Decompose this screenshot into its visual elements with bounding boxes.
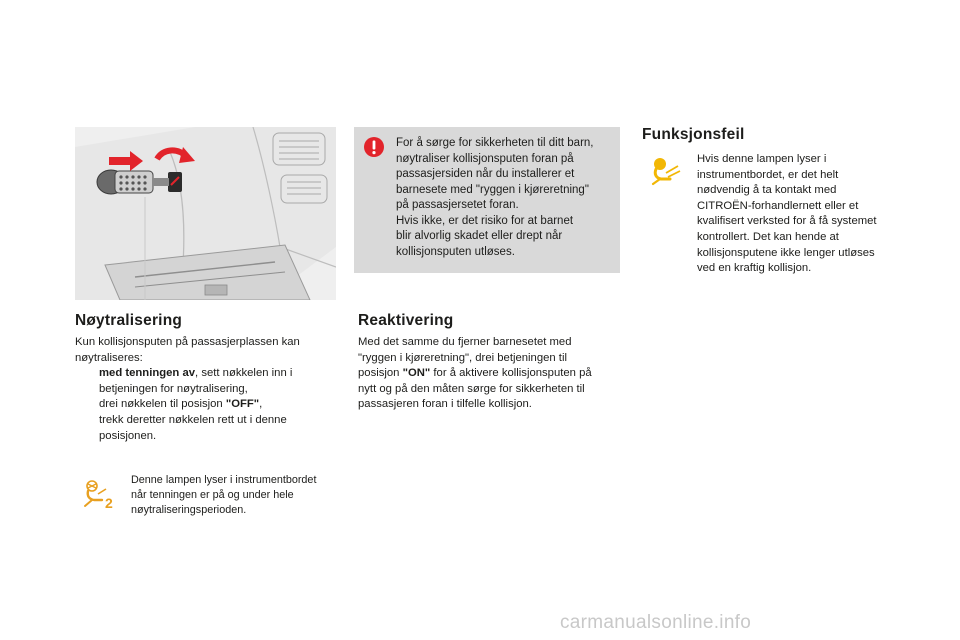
malfunction-heading: Funksjonsfeil — [642, 126, 745, 143]
neutralisation-step-3: trekk deretter nøkkelen rett ut i denne posisjonen. — [99, 413, 287, 442]
airbag-off-warning-lamp-icon — [82, 480, 118, 510]
neutralisation-step-1: med tenningen av, sett nøkkelen inn i betjeningen for nøytralisering, — [99, 367, 293, 395]
exclamation-warning-icon — [364, 137, 384, 157]
reactivation-heading: Reaktivering — [358, 312, 454, 329]
glove-box-illustration — [75, 127, 336, 300]
watermark: carmanualsonline.info — [560, 612, 752, 633]
child-seat-warning-box — [354, 127, 620, 273]
neutralisation-heading: Nøytralisering — [75, 312, 183, 329]
neutralisation-step-2: drei nøkkelen til posisjon "OFF", — [99, 398, 263, 411]
warning-text: For å sørge for sikkerheten til ditt barn, nøytraliser kollisjonsputen foran på passasjersiden når du installerer et barnesete med "ryggen i kjøreretning" på passasjersetet foran. Hvis ikke, er det risiko for at barnet blir alvorlig skadet eller drept når kollisjonsputen utløses. — [396, 137, 594, 258]
neutralisation-text: Kun kollisjonsputen på passasjerplassen kan nøytraliseres: med tenningen av, sett nøkkelen inn i betjeningen for nøytralisering, drei nøkkelen til posisjon "OFF", trekk deretter nøkkelen rett ut i denne posisjonen. — [75, 335, 340, 444]
svg-text:2: 2 — [105, 495, 113, 510]
airbag-fault-warning-lamp-icon — [648, 157, 682, 187]
malfunction-text: Hvis denne lampen lyser i instrumentbordet, er det helt nødvendig å ta kontakt med CITROËN-forhandlernett eller et kvalifisert verksted for å få systemet kontrollert. Det kan hende at kollisjonsputene ikke lenger utløses ved en kraftig kollisjon. — [697, 153, 877, 275]
reactivation-text: Med det samme du fjerner barnesetet med "ryggen i kjøreretning", drei betjeningen til posisjon "ON" for å aktivere kollisjonsputen på nytt og på den måten sørge for sikkerheten til passasjeren foran i tilfelle kollisjon. — [358, 336, 592, 411]
airbag-off-lamp-text: Denne lampen lyser i instrumentbordet når tenningen er på og under hele nøytraliseringsperioden. — [131, 474, 317, 516]
